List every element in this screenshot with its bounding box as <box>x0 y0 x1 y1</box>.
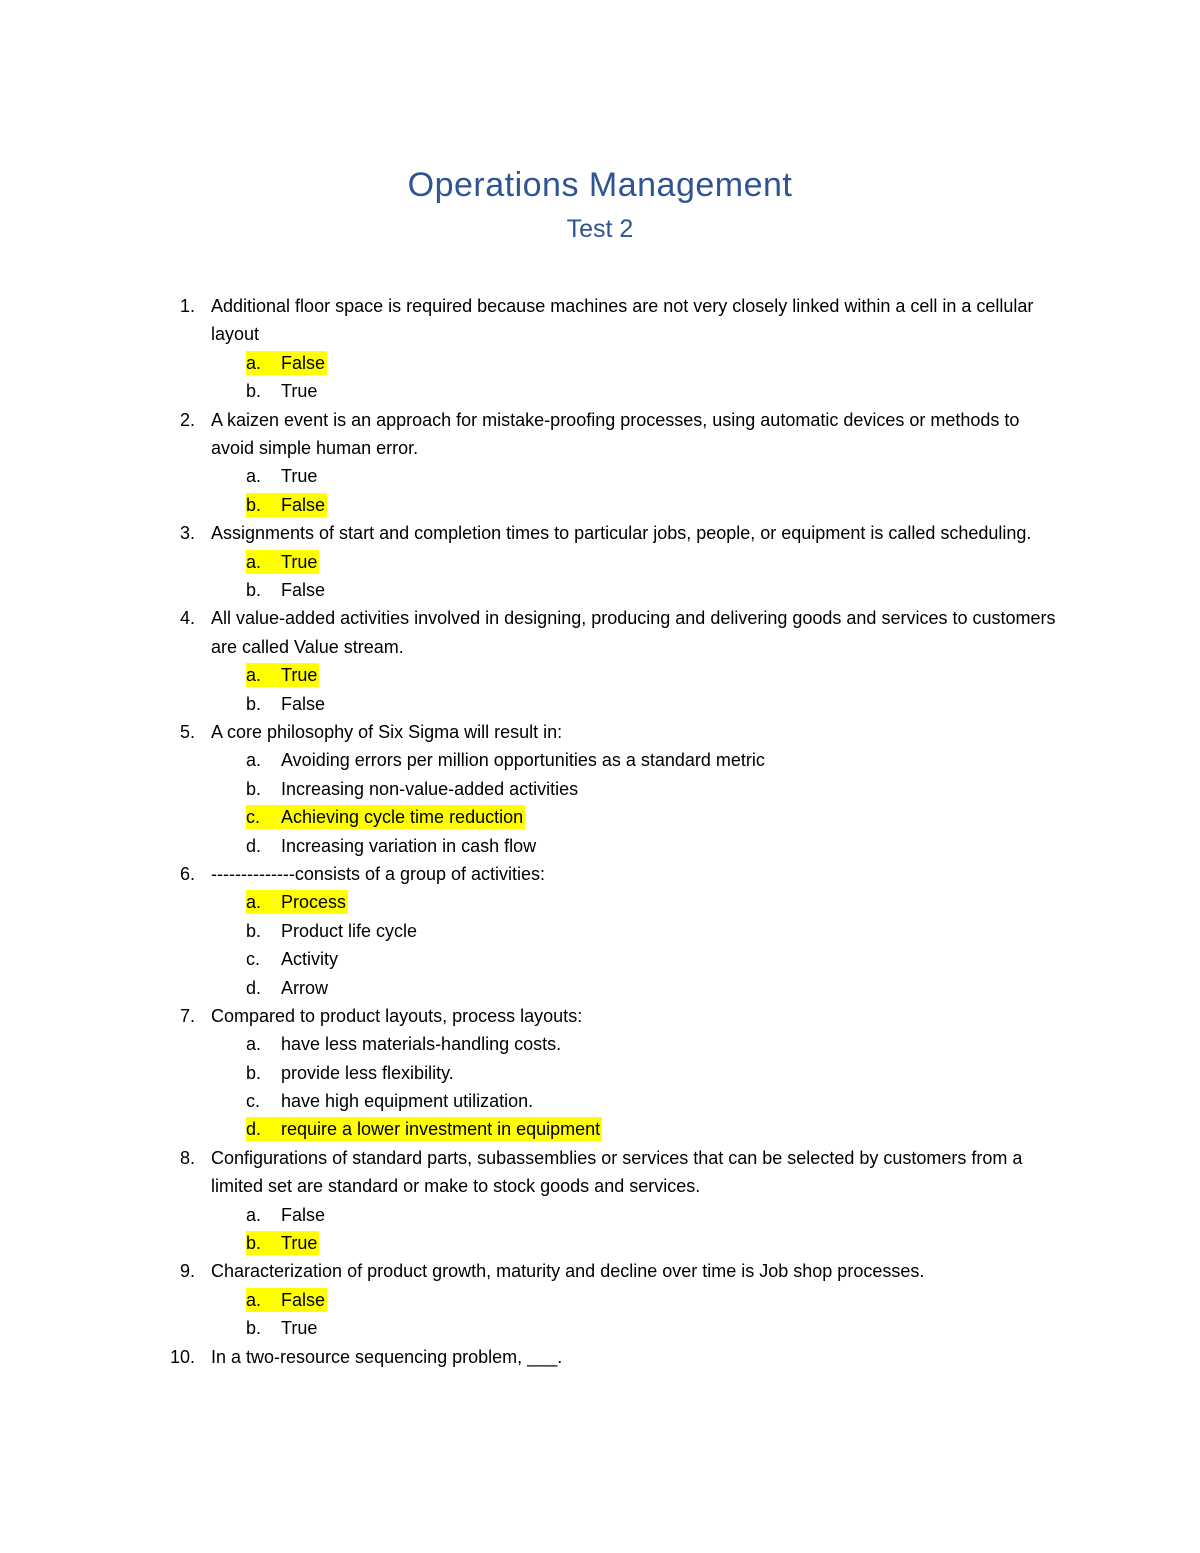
option-text: Increasing variation in cash flow <box>281 835 537 856</box>
question-text: A kaizen event is an approach for mistake-proofing processes, using automatic devices or methods to avoid simple human error. <box>211 409 1020 458</box>
answer-option <box>211 1314 1061 1342</box>
question-text: --------------consists of a group of activities: <box>211 863 546 884</box>
question-number: 8. <box>179 1147 195 1168</box>
option-letter: c. <box>246 949 261 970</box>
option-letter: d. <box>246 835 262 856</box>
answer-options <box>211 1201 1061 1258</box>
answer-options <box>211 548 1061 605</box>
question-number: 10. <box>169 1346 195 1367</box>
option-letter: d. <box>246 1117 281 1141</box>
question-text: Configurations of standard parts, subassemblies or services that can be selected by customers from a limited set are standard or make to stock goods and services. <box>211 1147 1023 1197</box>
option-text: have high equipment utilization. <box>281 1091 534 1112</box>
answer-options <box>211 888 1061 1002</box>
answer-option <box>211 1059 1061 1087</box>
option-letter: a. <box>246 1034 262 1055</box>
answer-option-highlighted <box>211 803 1061 831</box>
option-text: False <box>281 1289 326 1310</box>
option-text: False <box>281 693 326 714</box>
option-text: True <box>281 1233 318 1254</box>
answer-options <box>211 746 1061 860</box>
question-item <box>0 604 1061 718</box>
answer-option <box>211 1201 1061 1229</box>
question-item <box>0 1144 1061 1258</box>
question-item <box>0 1257 1061 1342</box>
option-letter: a. <box>246 1288 281 1312</box>
option-letter: b. <box>246 493 281 517</box>
answer-option <box>211 377 1061 405</box>
option-text: True <box>281 1318 318 1339</box>
option-text: False <box>281 352 326 373</box>
question-item <box>0 292 1061 406</box>
question-item <box>0 718 1061 860</box>
answer-option-highlighted <box>211 349 1061 377</box>
option-letter: a. <box>246 890 281 914</box>
option-letter: c. <box>246 1091 261 1112</box>
question-text: In a two-resource sequencing problem, ___. <box>211 1346 563 1367</box>
answer-option-highlighted <box>211 661 1061 689</box>
question-number: 3. <box>179 523 195 544</box>
question-item <box>0 860 1061 1002</box>
option-text: True <box>281 466 318 487</box>
answer-option <box>211 775 1061 803</box>
option-letter: b. <box>246 1062 262 1083</box>
answer-option <box>211 945 1061 973</box>
question-number: 5. <box>179 721 195 742</box>
question-text: Additional floor space is required because machines are not very closely linked within a cell in a cellular layout <box>211 296 1034 345</box>
answer-option <box>211 1087 1061 1115</box>
option-text: True <box>281 381 318 402</box>
document-title: Operations Management <box>407 166 793 204</box>
option-letter: b. <box>246 778 262 799</box>
answer-option-highlighted <box>211 1229 1061 1257</box>
option-letter: b. <box>246 920 262 941</box>
answer-option <box>211 832 1061 860</box>
question-number: 1. <box>179 296 195 316</box>
question-number: 9. <box>179 1261 195 1282</box>
option-text: Activity <box>281 949 339 970</box>
answer-option-highlighted <box>211 1286 1061 1314</box>
answer-option <box>211 746 1061 774</box>
option-text: Arrow <box>281 977 329 998</box>
question-text: Characterization of product growth, maturity and decline over time is Job shop processes. <box>211 1261 925 1282</box>
question-text: All value-added activities involved in designing, producing and delivering goods and services to customers are called Value stream. <box>211 608 1056 657</box>
question-item <box>0 1002 1061 1144</box>
question-item <box>0 519 1061 604</box>
answer-option <box>211 576 1061 604</box>
document-subtitle: Test 2 <box>566 215 634 243</box>
question-number: 2. <box>179 409 195 430</box>
option-letter: a. <box>246 750 262 771</box>
answer-options <box>211 1286 1061 1343</box>
question-number: 7. <box>179 1005 195 1026</box>
option-text: Increasing non-value-added activities <box>281 778 579 799</box>
answer-option-highlighted <box>211 548 1061 576</box>
question-list <box>0 292 1200 1371</box>
question-text: A core philosophy of Six Sigma will result in: <box>211 721 563 742</box>
answer-options <box>211 462 1061 519</box>
option-text: False <box>281 1204 326 1225</box>
option-letter: d. <box>246 977 262 998</box>
option-text: False <box>281 494 326 515</box>
option-text: True <box>281 665 318 686</box>
option-letter: c. <box>246 805 281 829</box>
option-text: Product life cycle <box>281 920 418 941</box>
option-letter: b. <box>246 693 262 714</box>
option-text: False <box>281 579 326 600</box>
answer-option <box>211 917 1061 945</box>
option-text: Achieving cycle time reduction <box>281 807 524 828</box>
option-text: True <box>281 551 318 572</box>
answer-options <box>211 1030 1061 1144</box>
option-letter: b. <box>246 1318 262 1339</box>
question-text: Compared to product layouts, process layouts: <box>211 1005 583 1026</box>
answer-option <box>211 462 1061 490</box>
option-letter: b. <box>246 381 262 402</box>
option-letter: a. <box>246 550 281 574</box>
answer-options <box>211 349 1061 406</box>
answer-option-highlighted <box>211 1115 1061 1143</box>
answer-option <box>211 690 1061 718</box>
option-letter: a. <box>246 663 281 687</box>
question-number: 6. <box>179 863 195 884</box>
answer-option-highlighted <box>211 888 1061 916</box>
question-number: 4. <box>179 608 195 629</box>
answer-option-highlighted <box>211 491 1061 519</box>
option-letter: a. <box>246 351 281 375</box>
option-letter: a. <box>246 466 262 487</box>
option-letter: b. <box>246 1231 281 1255</box>
answer-option <box>211 974 1061 1002</box>
option-text: require a lower investment in equipment <box>281 1119 601 1140</box>
option-letter: a. <box>246 1204 262 1225</box>
option-text: Avoiding errors per million opportunities as a standard metric <box>281 750 765 771</box>
answer-options <box>211 661 1061 718</box>
option-letter: b. <box>246 579 262 600</box>
option-text: have less materials-handling costs. <box>281 1034 562 1055</box>
question-item <box>0 406 1061 520</box>
question-text: Assignments of start and completion times to particular jobs, people, or equipment is called scheduling. <box>211 523 1032 544</box>
option-text: provide less flexibility. <box>281 1062 454 1083</box>
question-item <box>0 1343 1061 1371</box>
option-text: Process <box>281 892 347 913</box>
answer-option <box>211 1030 1061 1058</box>
